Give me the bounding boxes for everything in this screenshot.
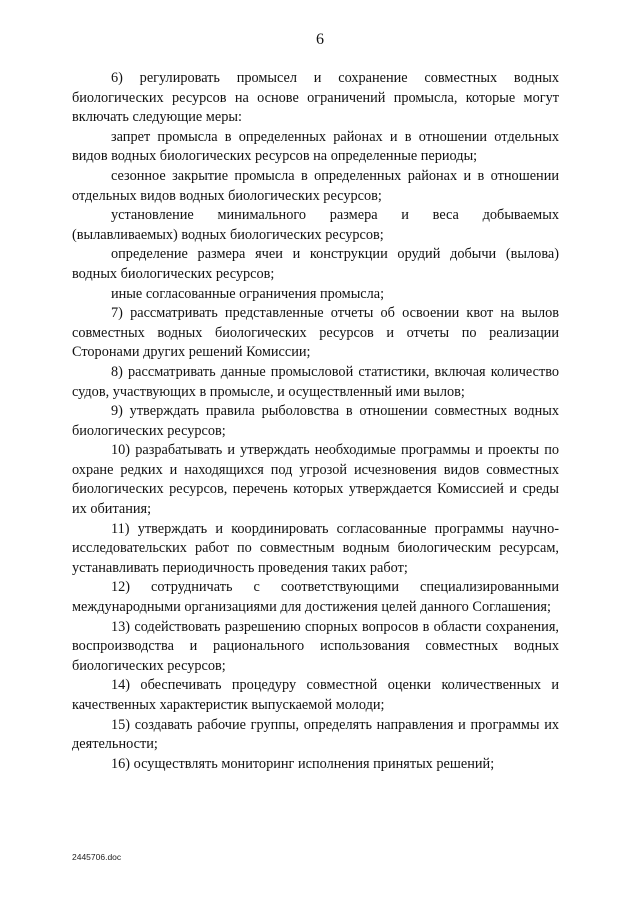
paragraph: 13) содействовать разрешению спорных вопросов в области сохранения, воспроизводства и рационального использования совместных водных биологических ресурсов;: [72, 618, 559, 674]
paragraph: 15) создавать рабочие группы, определять направления и программы их деятельности;: [72, 716, 559, 753]
paragraph: определение размера ячеи и конструкции орудий добычи (вылова) водных биологических ресурсов;: [72, 246, 559, 282]
paragraph: 9) утверждать правила рыболовства в отношении совместных водных биологических ресурсов;: [72, 403, 559, 439]
document-file-code: 2445706.doc: [72, 852, 122, 862]
document-body: [72, 69, 559, 774]
paragraph: 10) разрабатывать и утверждать необходимые программы и проекты по охране редких и находящихся под угрозой исчезновения видов совместных биологических ресурсов, перечень которых утверждается Комиссией и среды их обитания;: [72, 442, 559, 518]
paragraph: запрет промысла в определенных районах и в отношении отдельных видов водных биологических ресурсов на определенные периоды;: [72, 128, 559, 165]
paragraph: 6) регулировать промысел и сохранение совместных водных биологических ресурсов на основе ограничений промысла, которые могут включать следующие меры:: [72, 70, 559, 126]
paragraph: 16) осуществлять мониторинг исполнения принятых решений;: [111, 755, 495, 772]
page-number: 6: [316, 31, 324, 48]
paragraph: 12) сотрудничать с соответствующими специализированными международными организациями для достижения целей данного Соглашения;: [72, 579, 559, 616]
paragraph: 8) рассматривать данные промысловой статистики, включая количество судов, участвующих в промысле, и осуществленный ими вылов;: [72, 363, 559, 400]
paragraph: сезонное закрытие промысла в определенных районах и в отношении отдельных видов водных биологических ресурсов;: [72, 167, 559, 204]
paragraph: 11) утверждать и координировать согласованные программы научно-исследовательских работ по совместным водным биологическим ресурсам, устанавливать периодичность проведения таких работ;: [72, 520, 559, 576]
paragraph: 7) рассматривать представленные отчеты об освоении квот на вылов совместных водных биологических ресурсов и отчеты по реализации Сторонами других решений Комиссии;: [72, 305, 559, 361]
paragraph: 14) обеспечивать процедуру совместной оценки количественных и качественных характеристик выпускаемой молоди;: [72, 677, 559, 713]
paragraph: иные согласованные ограничения промысла;: [111, 285, 385, 302]
paragraph: установление минимального размера и веса добываемых (вылавливаемых) водных биологических ресурсов;: [72, 207, 559, 243]
